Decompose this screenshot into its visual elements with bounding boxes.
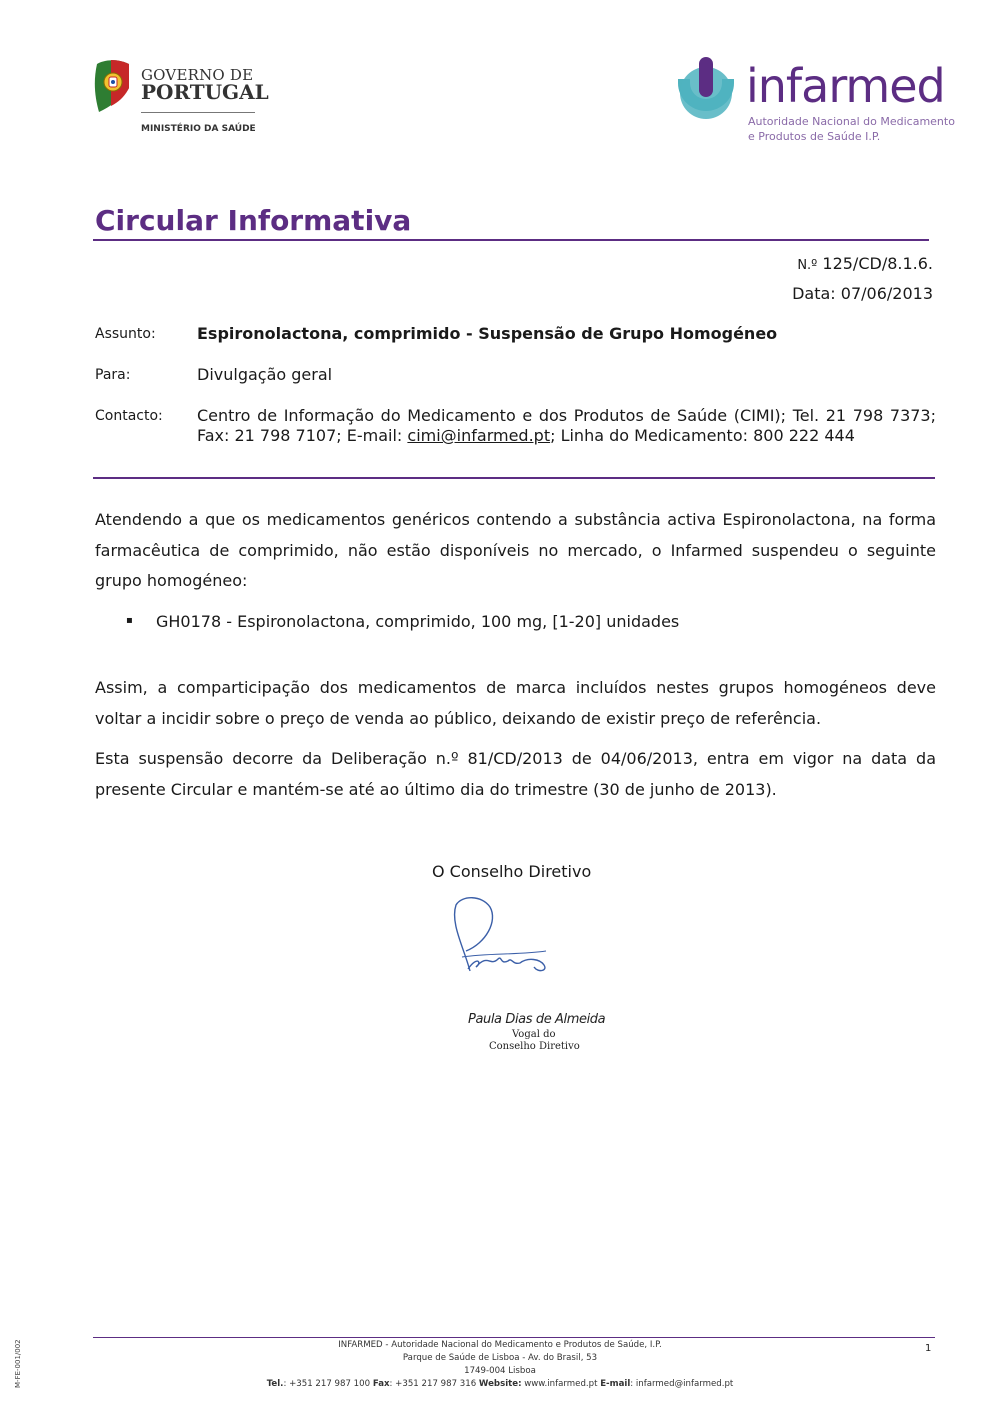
subject-value: Espironolactona, comprimido - Suspensão de Grupo Homogéneo [197, 324, 778, 343]
infarmed-wordmark: infarmed [746, 59, 945, 113]
footer-tel-value: : +351 217 987 100 [283, 1379, 373, 1389]
body-paragraph-1: Atendendo a que os medicamentos genéricos contendo a substância activa Espironolactona, na forma farmacêutica de comprimido, não estão disponíveis no mercado, o Infarmed suspendeu o seguinte grupo homogéneo: [95, 510, 936, 590]
document-number-label: N.º [797, 258, 818, 273]
infarmed-logo [676, 57, 955, 149]
governo-portugal-logo [93, 56, 269, 140]
footer-email-label: E-mail [600, 1379, 631, 1389]
footer-fax-value: : +351 217 987 316 [389, 1379, 479, 1389]
gov-logo-ministry: MINISTÉRIO DA SAÚDE [141, 124, 256, 134]
to-value: Divulgação geral [197, 365, 333, 384]
gov-logo-line2: PORTUGAL [141, 80, 269, 104]
body-paragraph-3: Esta suspensão decorre da Deliberação n.º 81/CD/2013 de 04/06/2013, entra em vigor na data da presente Circular e mantém-se até ao último dia do trimestre (30 de junho de 2013). [95, 749, 936, 799]
portugal-emblem-icon [93, 58, 133, 112]
footer-website-label: Website: [478, 1379, 522, 1389]
footer-email-value[interactable]: : infarmed@infarmed.pt [630, 1379, 734, 1389]
infarmed-subtitle-line1: Autoridade Nacional do Medicamento [748, 115, 955, 128]
contact-text-before: Centro de Informação do Medicamento e dos Produtos de Saúde (CIMI); Tel. 21 798 7373; Fax: 21 798 7107; E-mail: [197, 406, 936, 445]
footer-contacts [200, 1379, 800, 1389]
page-number: 1 [925, 1343, 932, 1354]
meta-divider [93, 477, 935, 479]
signature-title: O Conselho Diretivo [432, 862, 592, 881]
contact-text-after: ; Linha do Medicamento: 800 222 444 [550, 426, 855, 445]
handwritten-signature-icon [448, 893, 558, 983]
footer-line1: INFARMED - Autoridade Nacional do Medicamento e Produtos de Saúde, I.P. [338, 1340, 662, 1350]
signatory-role-line2: Conselho Diretivo [489, 1041, 580, 1052]
bullet-item: GH0178 - Espironolactona, comprimido, 100 mg, [1-20] unidades [156, 612, 680, 631]
form-code: M-FE-001/002 [14, 1339, 22, 1388]
footer-website-value[interactable]: www.infarmed.pt [521, 1379, 601, 1389]
gov-logo-divider [141, 112, 255, 113]
footer-line2: Parque de Saúde de Lisboa - Av. do Brasil, 53 [402, 1353, 598, 1363]
footer-divider [93, 1337, 935, 1338]
document-date-label: Data: [792, 284, 836, 303]
document-number [797, 254, 933, 273]
infarmed-subtitle-line2: e Produtos de Saúde I.P. [748, 130, 881, 143]
footer-fax-label: Fax [372, 1379, 390, 1389]
contact-value [197, 406, 936, 446]
signatory-role-line1: Vogal do [512, 1029, 556, 1040]
document-number-value: 125/CD/8.1.6. [822, 254, 933, 273]
document-title: Circular Informativa [95, 204, 412, 237]
subject-label: Assunto: [95, 326, 156, 342]
infarmed-mark-icon [676, 57, 736, 121]
bullet-square-icon: ▪ [126, 615, 133, 626]
contact-label: Contacto: [95, 408, 163, 424]
contact-email-link[interactable]: cimi@infarmed.pt [407, 426, 551, 445]
to-label: Para: [95, 367, 131, 383]
signatory-name: Paula Dias de Almeida [468, 1012, 606, 1027]
gov-logo-line1: GOVERNO DE [141, 66, 254, 84]
body-paragraph-2: Assim, a comparticipação dos medicamentos de marca incluídos nestes grupos homogéneos deve voltar a incidir sobre o preço de venda ao público, deixando de existir preço de referência. [95, 678, 936, 728]
document-date-value: 07/06/2013 [840, 284, 933, 303]
footer-tel-label: Tel. [266, 1379, 284, 1389]
document-date [792, 284, 933, 303]
footer-line3: 1749-004 Lisboa [464, 1366, 536, 1376]
title-divider [93, 239, 929, 241]
